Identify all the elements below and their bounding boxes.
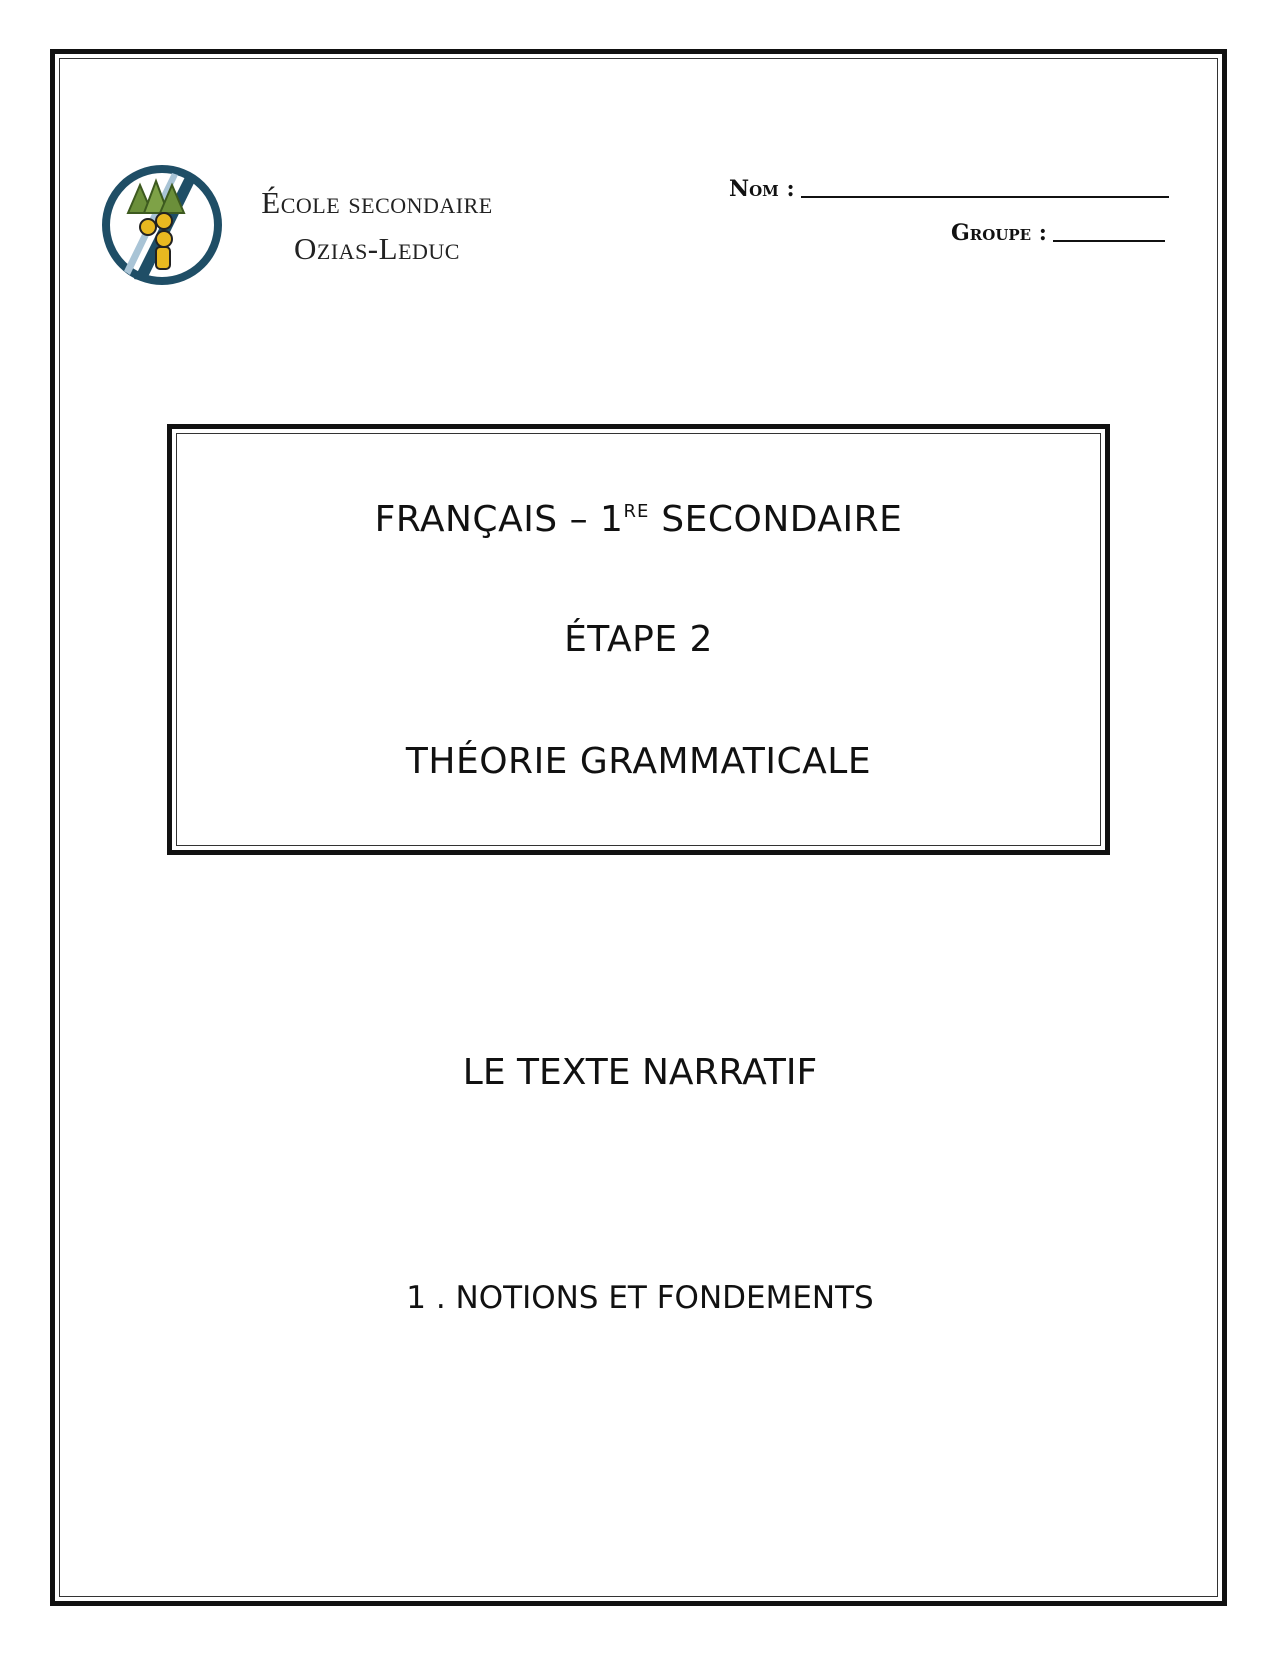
school-name — [222, 180, 532, 272]
title-course-part2: SECONDAIRE — [649, 499, 903, 540]
school-name-line2: Ozias-Leduc — [294, 231, 460, 266]
groupe-blank-line[interactable] — [1053, 220, 1165, 242]
title-stage: ÉTAPE 2 — [564, 619, 713, 660]
title-course-superscript: RE — [623, 501, 650, 522]
title-box — [167, 424, 1110, 855]
title-subject: THÉORIE GRAMMATICALE — [405, 741, 872, 782]
nom-field[interactable] — [729, 176, 1169, 202]
groupe-label: Groupe : — [951, 220, 1047, 246]
nom-blank-line[interactable] — [801, 176, 1169, 198]
school-logo-icon — [100, 163, 224, 287]
sub-heading: 1 . NOTIONS ET FONDEMENTS — [406, 1280, 874, 1316]
nom-label: Nom : — [729, 176, 795, 202]
title-course-part1: FRANÇAIS – 1 — [374, 499, 624, 540]
school-name-line1: École secondaire — [261, 185, 493, 220]
main-heading: LE TEXTE NARRATIF — [462, 1052, 818, 1093]
groupe-field[interactable] — [951, 220, 1165, 246]
title-course — [172, 499, 1105, 540]
